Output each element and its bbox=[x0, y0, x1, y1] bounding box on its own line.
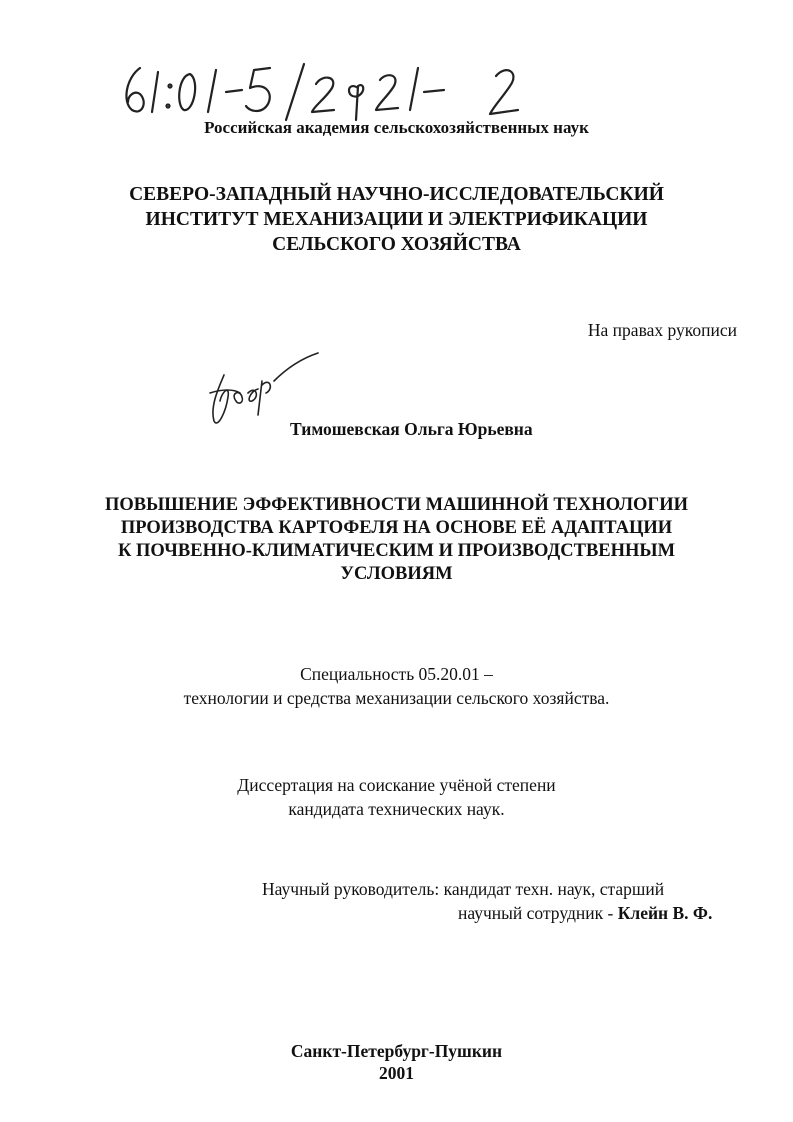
dissertation-title-line-1: ПОВЫШЕНИЕ ЭФФЕКТИВНОСТИ МАШИННОЙ ТЕХНОЛОГИИ bbox=[105, 495, 688, 515]
specialty-name: технологии и средства механизации сельского хозяйства. bbox=[183, 688, 610, 708]
supervisor-line-1: Научный руководитель: кандидат техн. наук, старший bbox=[262, 879, 665, 899]
supervisor-name: Клейн В. Ф. bbox=[617, 903, 713, 923]
supervisor-title: научный сотрудник - bbox=[458, 903, 618, 923]
dissertation-title-line-3: К ПОЧВЕННО-КЛИМАТИЧЕСКИМ И ПРОИЗВОДСТВЕННЫМ bbox=[117, 541, 676, 561]
supervisor-line-2 bbox=[458, 903, 712, 924]
city: Санкт-Петербург-Пушкин bbox=[290, 1041, 503, 1061]
author-signature bbox=[200, 345, 330, 430]
manuscript-rights: На правах рукописи bbox=[587, 320, 737, 340]
degree-statement-line-1: Диссертация на соискание учёной степени bbox=[237, 775, 556, 795]
institute-name-line-2: ИНСТИТУТ МЕХАНИЗАЦИИ И ЭЛЕКТРИФИКАЦИИ bbox=[145, 209, 648, 230]
dissertation-title-line-4: УСЛОВИЯМ bbox=[340, 564, 453, 584]
dissertation-title-line-2: ПРОИЗВОДСТВА КАРТОФЕЛЯ НА ОСНОВЕ ЕЁ АДАПТАЦИИ bbox=[120, 518, 673, 538]
specialty-code: Специальность 05.20.01 – bbox=[300, 664, 493, 684]
institute-name-line-3: СЕЛЬСКОГО ХОЗЯЙСТВА bbox=[272, 234, 521, 255]
degree-statement-line-2: кандидата технических наук. bbox=[288, 799, 505, 819]
academy-name: Российская академия сельскохозяйственных наук bbox=[204, 118, 589, 137]
year: 2001 bbox=[379, 1063, 414, 1083]
author-name: Тимошевская Ольга Юрьевна bbox=[290, 419, 533, 439]
institute-name-line-1: СЕВЕРО-ЗАПАДНЫЙ НАУЧНО-ИССЛЕДОВАТЕЛЬСКИЙ bbox=[129, 184, 664, 205]
